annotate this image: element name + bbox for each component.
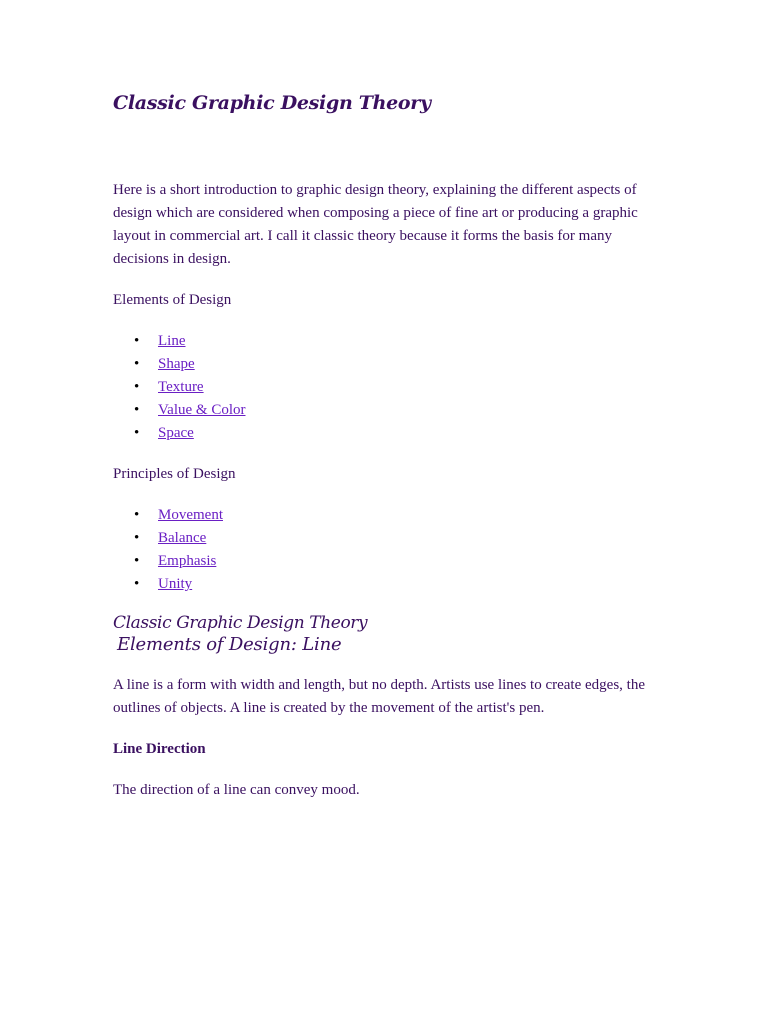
link-texture[interactable]: Texture xyxy=(158,379,204,395)
section-heading-title: Classic Graphic Design Theory xyxy=(113,613,368,633)
bullet-icon: • xyxy=(134,530,140,546)
principles-list xyxy=(113,504,658,596)
bullet-icon: • xyxy=(134,507,140,523)
bullet-icon: • xyxy=(134,379,140,395)
elements-list xyxy=(113,330,658,445)
section-heading-subtitle: Elements of Design: Line xyxy=(117,634,342,655)
intro-paragraph: Here is a short introduction to graphic design theory, explaining the different aspects of design which are considered when composing a piece of fine art or producing a graphic layout in commercial art. I call it classic theory because it forms the basis for many decisions in design. xyxy=(113,182,638,267)
link-line[interactable]: Line xyxy=(158,333,186,349)
list-item xyxy=(113,422,658,445)
bullet-icon: • xyxy=(134,576,140,592)
link-balance[interactable]: Balance xyxy=(158,530,207,546)
list-item xyxy=(113,399,658,422)
principles-of-design-label: Principles of Design xyxy=(113,466,236,482)
elements-of-design-label: Elements of Design xyxy=(113,292,232,308)
document-page xyxy=(113,88,658,802)
link-shape[interactable]: Shape xyxy=(158,356,195,372)
bullet-icon: • xyxy=(134,333,140,349)
link-space[interactable]: Space xyxy=(158,425,194,441)
bullet-icon: • xyxy=(134,425,140,441)
bullet-icon: • xyxy=(134,356,140,372)
list-item xyxy=(113,550,658,573)
list-item xyxy=(113,504,658,527)
link-unity[interactable]: Unity xyxy=(158,576,193,592)
list-item xyxy=(113,376,658,399)
bullet-icon: • xyxy=(134,553,140,569)
section-heading xyxy=(113,612,658,656)
list-item xyxy=(113,527,658,550)
bullet-icon: • xyxy=(134,402,140,418)
link-movement[interactable]: Movement xyxy=(158,507,223,523)
list-item xyxy=(113,330,658,353)
line-direction-paragraph: The direction of a line can convey mood. xyxy=(113,782,360,798)
link-emphasis[interactable]: Emphasis xyxy=(158,553,217,569)
line-definition-paragraph: A line is a form with width and length, but no depth. Artists use lines to create edges, the outlines of objects. A line is created by the movement of the artist's pen. xyxy=(113,677,645,716)
list-item xyxy=(113,353,658,376)
page-title: Classic Graphic Design Theory xyxy=(113,92,431,114)
link-value-color[interactable]: Value & Color xyxy=(158,402,246,418)
list-item xyxy=(113,573,658,596)
line-direction-heading: Line Direction xyxy=(113,741,206,757)
